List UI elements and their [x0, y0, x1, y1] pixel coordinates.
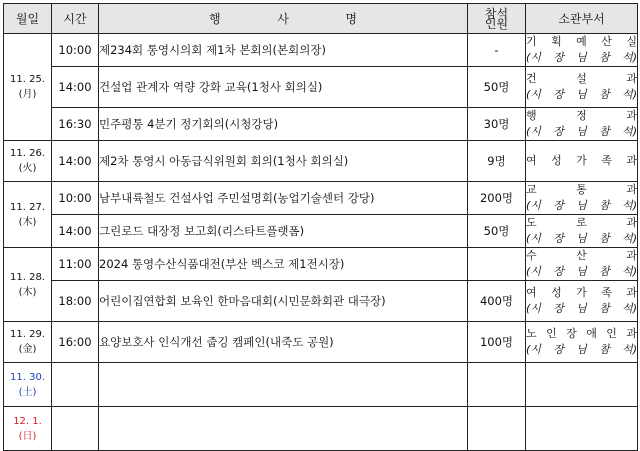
dept-note: (시 장 님 참 석) [526, 232, 637, 245]
event-cell: 어린이집연합회 보육인 한마음대회(시민문화회관 대극장) [99, 281, 468, 322]
attendance-cell: 9명 [468, 141, 526, 182]
table-row [4, 215, 638, 248]
date-cell [4, 248, 52, 322]
dept-note: (시 장 님 참 석) [526, 343, 637, 356]
event-cell: 건설업 관계자 역량 강화 교육(1청사 회의실) [99, 67, 468, 108]
time-cell: 14:00 [52, 141, 99, 182]
dept-cell [526, 363, 638, 407]
event-cell: 2024 통영수산식품대전(부산 벡스코 제1전시장) [99, 248, 468, 281]
date-label: 12. 1. (日) [13, 415, 42, 442]
event-cell: 제234회 통영시의회 제1차 본회의(본회의장) [99, 34, 468, 67]
event-cell: 제2차 통영시 아동급식위원회 회의(1청사 회의실) [99, 141, 468, 182]
attendance-cell: - [468, 34, 526, 67]
time-cell: 14:00 [52, 67, 99, 108]
time-cell: 11:00 [52, 248, 99, 281]
attendance-cell: 400명 [468, 281, 526, 322]
header-attendance-label: 참석 인원 [484, 6, 509, 31]
attendance-cell [468, 248, 526, 281]
table-row [4, 363, 638, 407]
table-row [4, 67, 638, 108]
event-cell [99, 363, 468, 407]
table-row [4, 407, 638, 451]
attendance-cell: 100명 [468, 322, 526, 363]
dept-cell [526, 248, 638, 281]
dept-cell [526, 322, 638, 363]
dept-name: 노 인 장 애 인 과 [526, 327, 637, 340]
table-row [4, 322, 638, 363]
dept-cell [526, 182, 638, 215]
dept-cell [526, 407, 638, 451]
table-row [4, 182, 638, 215]
time-cell [52, 407, 99, 451]
dept-note: (시 장 님 참 석) [526, 199, 637, 212]
date-cell [4, 141, 52, 182]
header-date: 월일 [4, 4, 52, 34]
attendance-cell: 50명 [468, 215, 526, 248]
dept-note: (시 장 님 참 석) [526, 88, 637, 101]
dept-name: 건 설 과 [526, 72, 637, 85]
attendance-cell: 30명 [468, 108, 526, 141]
table-row [4, 141, 638, 182]
dept-cell [526, 34, 638, 67]
header-event: 행 사 명 [99, 4, 468, 34]
dept-cell [526, 108, 638, 141]
event-cell: 그린로드 대장정 보고회(리스타트플랫폼) [99, 215, 468, 248]
table-row [4, 34, 638, 67]
table-row [4, 108, 638, 141]
date-label: 11. 30. (土) [10, 371, 45, 398]
header-dept: 소관부서 [526, 4, 638, 34]
attendance-cell [468, 407, 526, 451]
dept-name: 여 성 가 족 과 [526, 154, 637, 167]
header-row [4, 4, 638, 34]
date-label: 11. 27. (木) [10, 201, 45, 228]
table-row [4, 281, 638, 322]
time-cell: 16:00 [52, 322, 99, 363]
schedule-table [3, 3, 638, 451]
date-cell [4, 363, 52, 407]
dept-note: (시 장 님 참 석) [526, 125, 637, 138]
dept-cell [526, 215, 638, 248]
event-cell [99, 407, 468, 451]
date-cell [4, 407, 52, 451]
dept-note: (시 장 님 참 석) [526, 265, 637, 278]
time-cell: 18:00 [52, 281, 99, 322]
time-cell: 10:00 [52, 34, 99, 67]
dept-note: (시 장 님 참 석) [526, 302, 637, 315]
header-attendance [468, 4, 526, 34]
dept-name: 행 정 과 [526, 109, 637, 122]
dept-name: 여 성 가 족 과 [526, 286, 637, 299]
attendance-cell: 50명 [468, 67, 526, 108]
attendance-cell: 200명 [468, 182, 526, 215]
time-cell: 10:00 [52, 182, 99, 215]
time-cell: 16:30 [52, 108, 99, 141]
attendance-cell [468, 363, 526, 407]
header-time: 시간 [52, 4, 99, 34]
event-cell: 요양보호사 인식개선 줍깅 캠페인(내죽도 공원) [99, 322, 468, 363]
date-label: 11. 29. (金) [10, 329, 45, 355]
dept-cell [526, 281, 638, 322]
date-cell [4, 182, 52, 248]
date-label: 11. 26. (火) [10, 148, 45, 174]
dept-cell [526, 141, 638, 182]
event-cell: 남부내륙철도 건설사업 주민설명회(농업기술센터 강당) [99, 182, 468, 215]
dept-name: 기 획 예 산 실 [526, 35, 637, 48]
time-cell [52, 363, 99, 407]
date-cell [4, 322, 52, 363]
date-label: 11. 28. (木) [10, 271, 45, 298]
event-cell: 민주평통 4분기 정기회의(시청강당) [99, 108, 468, 141]
table-row [4, 248, 638, 281]
dept-note: (시 장 님 참 석) [526, 51, 637, 64]
date-label: 11. 25. (月) [10, 74, 45, 100]
dept-name: 교 통 과 [526, 183, 637, 196]
time-cell: 14:00 [52, 215, 99, 248]
dept-name: 수 산 과 [526, 249, 637, 262]
dept-cell [526, 67, 638, 108]
dept-name: 도 로 과 [526, 216, 637, 229]
date-cell [4, 34, 52, 141]
